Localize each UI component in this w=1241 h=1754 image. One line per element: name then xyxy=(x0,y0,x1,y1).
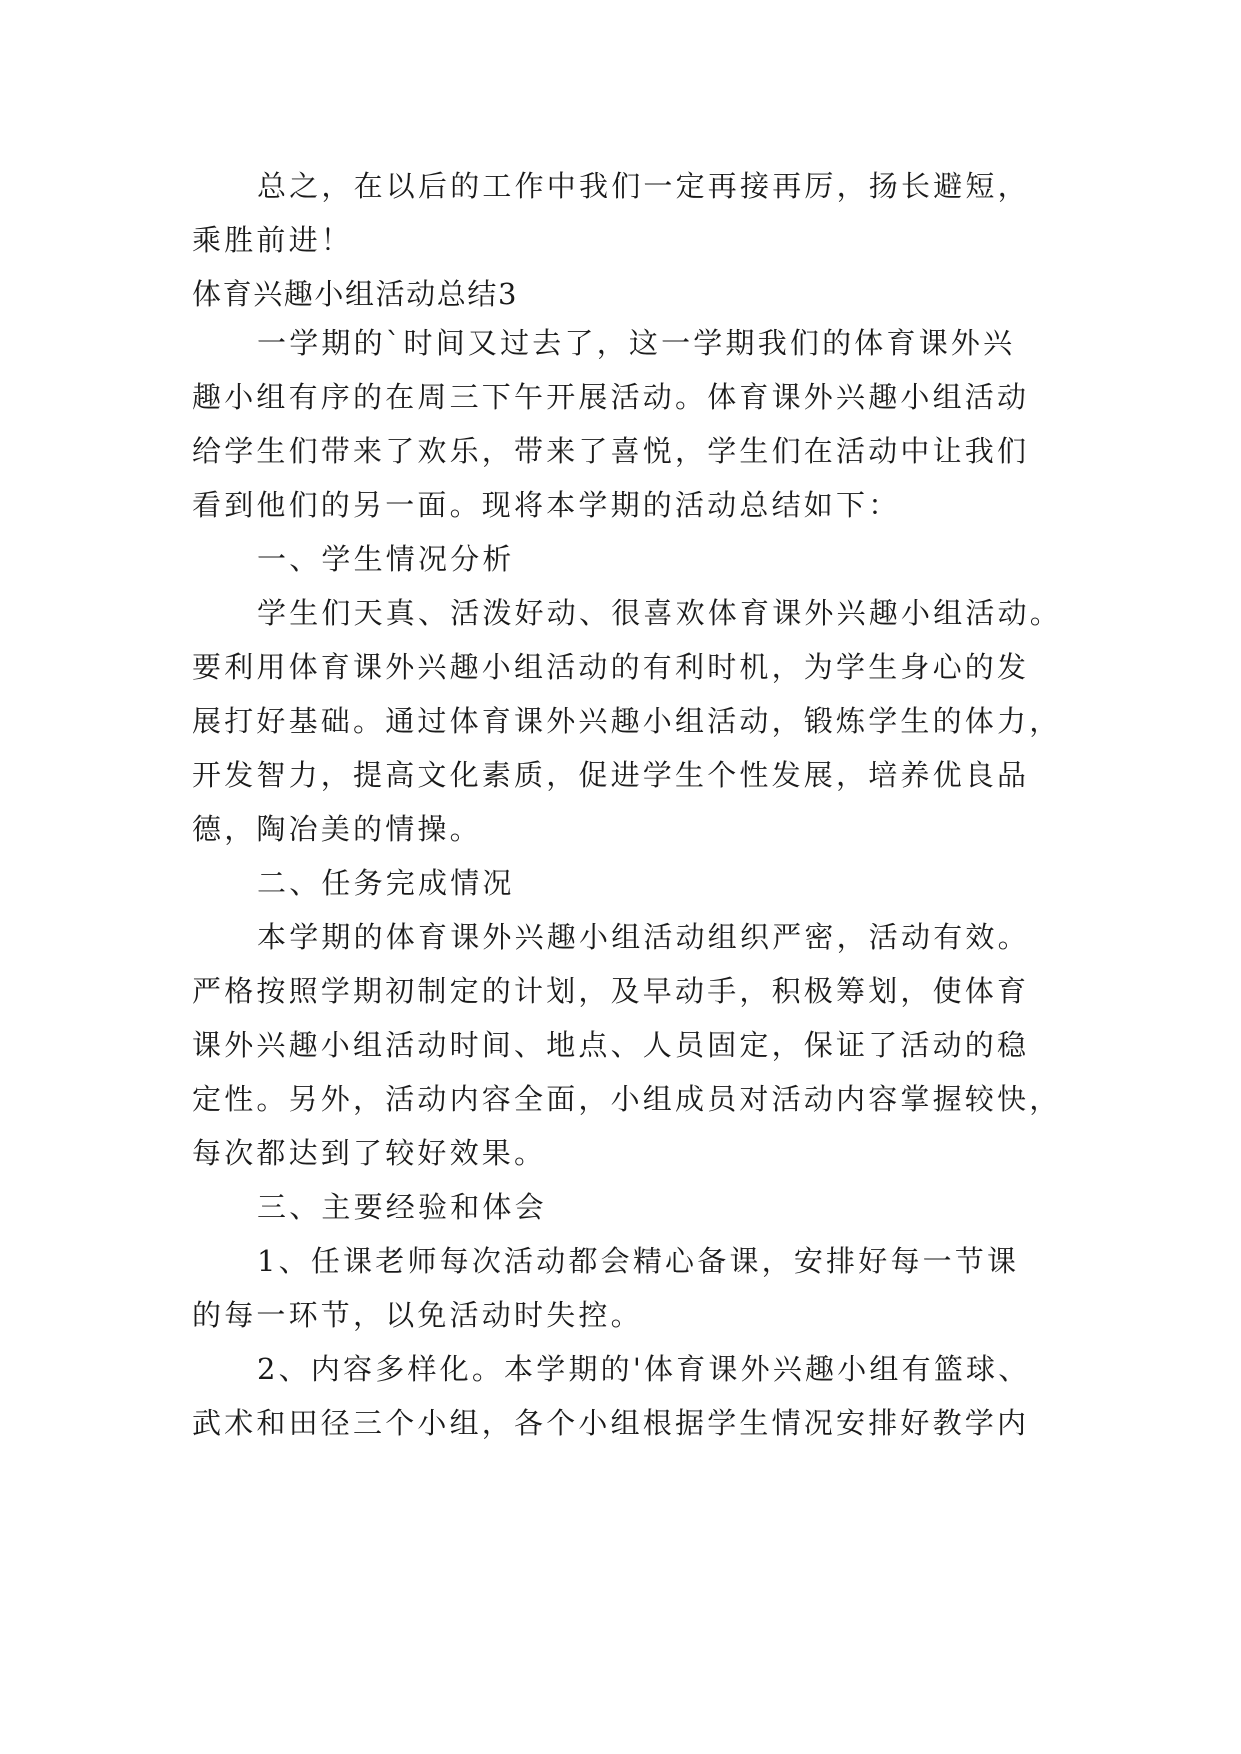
body-text-line: 德，陶冶美的情操。 xyxy=(192,812,482,846)
body-text-line: 一学期的`时间又过去了，这一学期我们的体育课外兴 xyxy=(257,326,1016,360)
body-text-line: 1、任课老师每次活动都会精心备课，安排好每一节课 xyxy=(257,1244,1020,1278)
body-text-line: 开发智力，提高文化素质，促进学生个性发展，培养优良品 xyxy=(192,758,1030,792)
subheading-task-completion: 二、任务完成情况 xyxy=(257,866,515,900)
body-text-line: 本学期的体育课外兴趣小组活动组织严密，活动有效。 xyxy=(257,920,1030,954)
body-text-line: 给学生们带来了欢乐，带来了喜悦，学生们在活动中让我们 xyxy=(192,434,1030,468)
body-text-line: 总之，在以后的工作中我们一定再接再厉，扬长避短， xyxy=(257,169,1030,203)
body-text-line: 展打好基础。通过体育课外兴趣小组活动，锻炼学生的体力， xyxy=(192,704,1062,738)
body-text-line: 的每一环节，以免活动时失控。 xyxy=(192,1298,643,1332)
body-text-line: 定性。另外，活动内容全面，小组成员对活动内容掌握较快， xyxy=(192,1082,1062,1116)
body-text-line: 学生们天真、活泼好动、很喜欢体育课外兴趣小组活动。 xyxy=(257,596,1063,630)
body-text-line: 课外兴趣小组活动时间、地点、人员固定，保证了活动的稳 xyxy=(192,1028,1030,1062)
body-text-line: 看到他们的另一面。现将本学期的活动总结如下： xyxy=(192,488,901,522)
subheading-experience: 三、主要经验和体会 xyxy=(257,1190,547,1224)
body-text-line: 武术和田径三个小组，各个小组根据学生情况安排好教学内 xyxy=(192,1406,1030,1440)
body-text-line: 严格按照学期初制定的计划，及早动手，积极筹划，使体育 xyxy=(192,974,1030,1008)
section-title: 体育兴趣小组活动总结3 xyxy=(192,277,519,311)
body-text-line: 2、内容多样化。本学期的'体育课外兴趣小组有篮球、 xyxy=(257,1352,1031,1386)
body-text-line: 乘胜前进！ xyxy=(192,223,354,257)
body-text-line: 趣小组有序的在周三下午开展活动。体育课外兴趣小组活动 xyxy=(192,380,1030,414)
subheading-student-analysis: 一、学生情况分析 xyxy=(257,542,515,576)
body-text-line: 要利用体育课外兴趣小组活动的有利时机，为学生身心的发 xyxy=(192,650,1030,684)
body-text-line: 每次都达到了较好效果。 xyxy=(192,1136,547,1170)
